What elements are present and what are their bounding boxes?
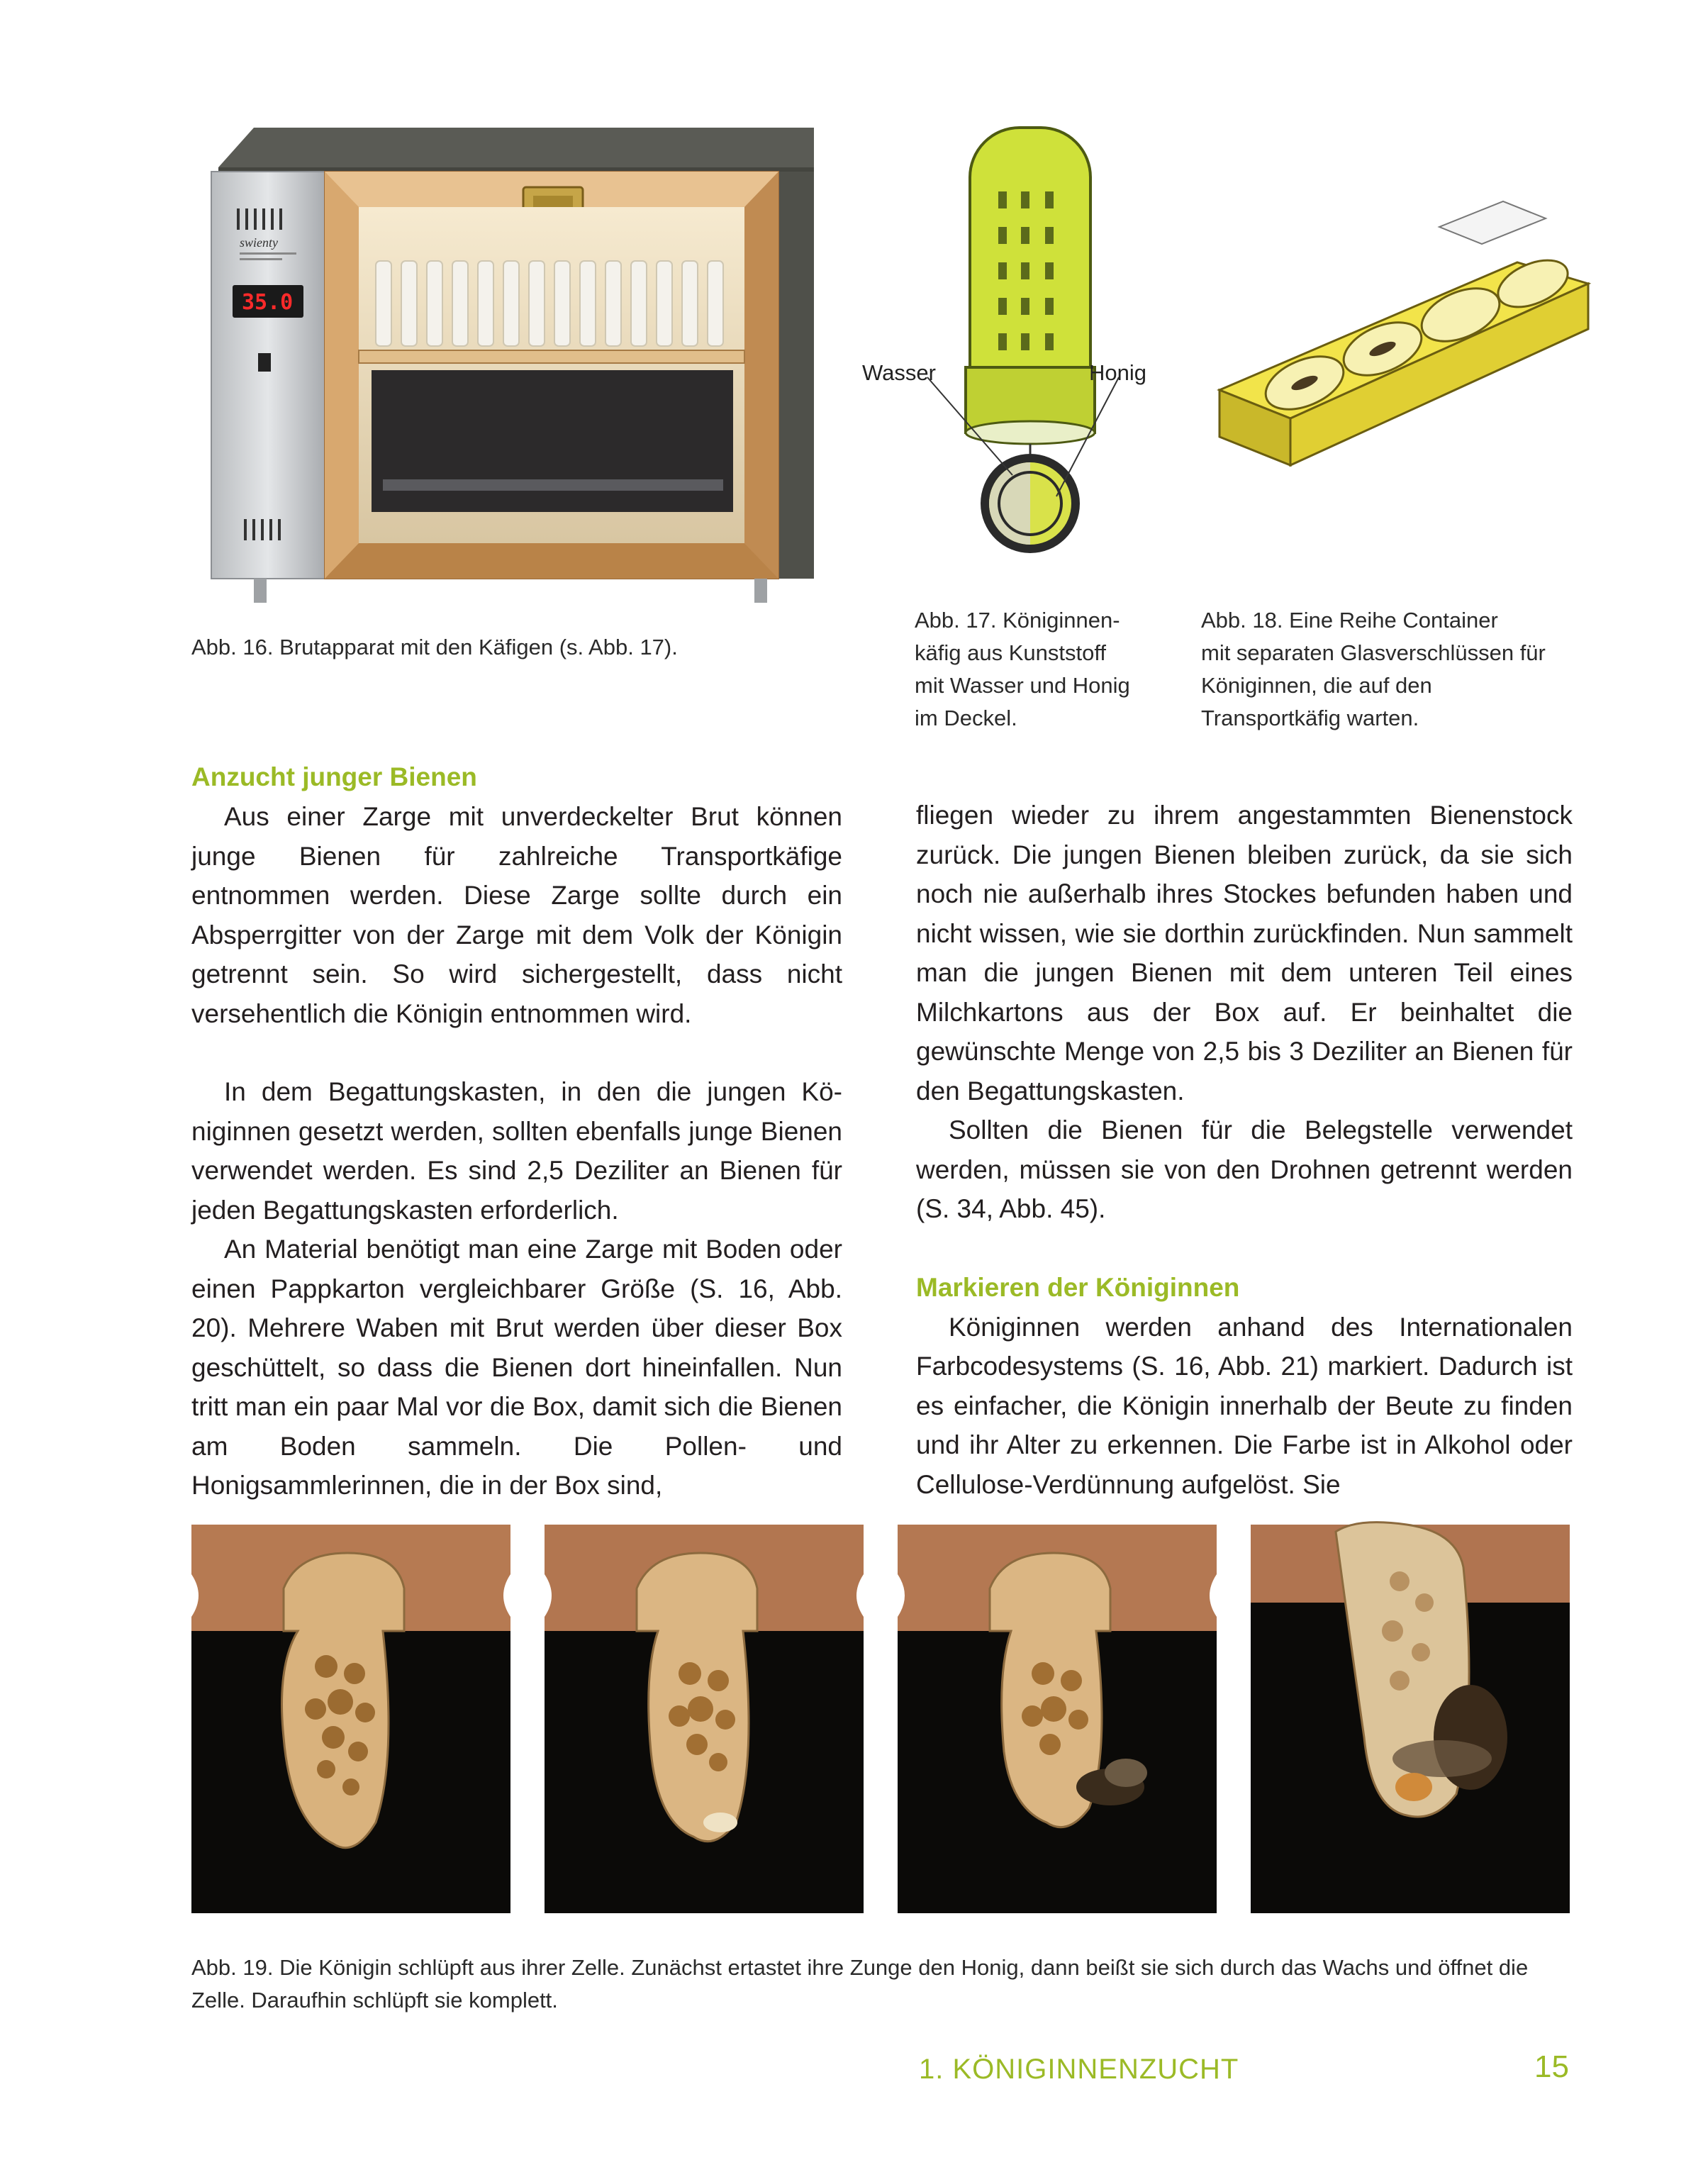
temperature-reading: 35.0 [242, 290, 294, 315]
section-heading-rearing: Anzucht junger Bienen [191, 762, 477, 791]
brand-label: swienty [240, 235, 278, 250]
honey-label: Honig [1089, 360, 1146, 385]
incubator-illustration [190, 125, 828, 607]
queen-cage-figure [862, 121, 1183, 589]
right-text-column [916, 796, 1573, 1504]
paragraph: In dem Begattungskasten, in den die jungen Königinnen gesetzt werden, sollten ebenfalls junge Bienen verwendet werden. Es sind 2,5 Deziliter an Bienen für jeden Begattungskasten erforderlich. [191, 1077, 842, 1225]
paragraph: Sollten die Bienen für die Belegstelle verwendet werden, müssen sie von den Drohnen getrennt werden (S. 34, Abb. 45). [916, 1115, 1573, 1223]
paragraph: Aus einer Zarge mit unverdeckelter Brut können junge Bienen für zahlreiche Transportkäfige entnommen werden. Diese Zarge sollte durch ein Absperrgitter von der Zarge mit dem Volk der Königin getrennt sein. So wird sichergestellt, dass nicht versehentlich die Königin entnommen wird. [191, 802, 842, 1028]
queen-cell-photo [191, 1525, 510, 1913]
paragraph: Königinnen werden anhand des Internationalen Farbcodesystems (S. 16, Abb. 21) markiert. Dadurch ist es einfacher, die Königin innerhalb der Beute zu finden und ihr Alter zu erkennen. Die Farbe ist in Alkohol oder Cellulose-Verdünnung aufgelöst. Sie [916, 1312, 1573, 1499]
paragraph: An Material benötigt man eine Zarge mit Boden oder einen Pappkarton vergleichbarer Größe (S. 16, Abb. 20). Mehrere Waben mit Brut werden über dieser Box geschüttelt, so dass die Bienen dort hineinfallen. Nun tritt man ein paar Mal vor die Box, damit sich die Bienen am Boden sammeln. Die Pollen- und Honigsammlerinnen, die in der Box sind, [191, 1235, 842, 1500]
container-row-illustration [1205, 255, 1602, 482]
container-row-figure [1205, 255, 1602, 482]
paragraph: fliegen wieder zu ihrem angestammten Bienenstock zurück. Die jungen Bienen bleiben zurück, da sie sich noch nie außerhalb ihres Stockes befunden haben und nicht wissen, wie sie dorthin zurückfinden. Nun sammelt man die jungen Bienen mit dem unteren Teil eines Milchkartons aus der Box auf. Er beinhaltet die gewünschte Menge von 2,5 bis 3 Deziliter an Bienen für den Begattungskasten. [916, 801, 1573, 1106]
figure-19-caption: Abb. 19. Die Königin schlüpft aus ihrer Zelle. Zunächst ertastet ihre Zunge den Honig, dann beißt sie sich durch das Wachs und öffnet die Zelle. Daraufhin schlüpft sie komplett. [191, 1955, 1529, 2012]
queen-cell-photo [898, 1525, 1217, 1913]
incubator-figure [190, 125, 828, 607]
running-head: 1. KÖNIGINNENZUCHT [919, 2054, 1239, 2085]
figure-17-caption: Abb. 17. Königinnen- käfig aus Kunststoff mit Wasser und Honig im Deckel. [915, 608, 1130, 730]
queen-cage-illustration [862, 121, 1183, 589]
left-text-column [191, 757, 842, 1505]
section-heading-marking: Markieren der Königinnen [916, 1272, 1240, 1302]
page-number: 15 [1534, 2049, 1569, 2084]
figure-18-caption: Abb. 18. Eine Reihe Container mit separaten Glasverschlüssen für Königinnen, die auf den Transportkäfig warten. [1201, 608, 1546, 730]
queen-cell-photo [1251, 1525, 1570, 1913]
figure-16-caption: Abb. 16. Brutapparat mit den Käfigen (s. Abb. 17). [191, 635, 678, 659]
water-label: Wasser [862, 360, 936, 385]
queen-cell-photo [545, 1525, 864, 1913]
